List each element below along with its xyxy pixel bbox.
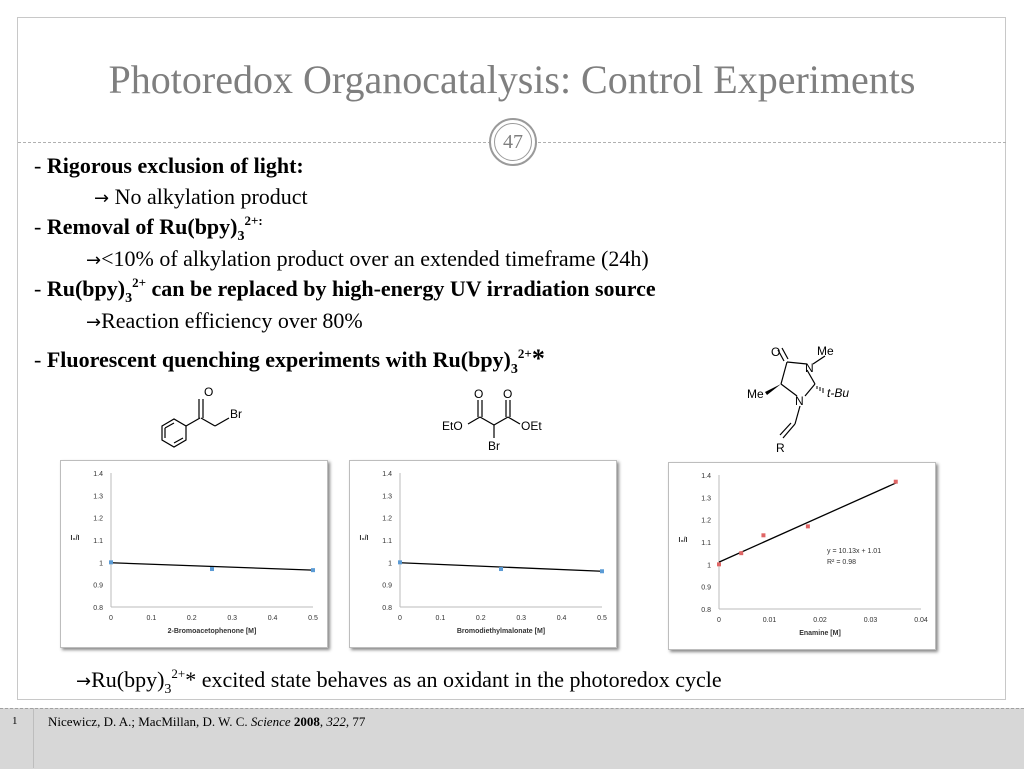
y-tick-label: 1.3: [382, 493, 392, 501]
quenching-chart-enamine: [668, 462, 936, 650]
enamine-structure: [745, 340, 865, 458]
x-tick-label: 0: [109, 615, 113, 622]
x-tick-label: 0.04: [914, 617, 928, 624]
nitrogen-label-top: N: [805, 361, 814, 375]
x-tick-label: 0.2: [186, 615, 197, 622]
y-tick-label: 1.1: [701, 540, 711, 547]
y-tick-label: 1: [707, 562, 711, 570]
y-axis-label: I₀/I: [70, 535, 80, 542]
oxygen-label: O: [204, 385, 214, 399]
footnote-number: 1: [12, 715, 18, 727]
bullet-text: Removal of Ru(bpy): [46, 214, 238, 239]
data-point: [210, 567, 214, 571]
y-tick-label: 0.8: [93, 605, 103, 612]
bromodiethylmalonate-structure: [438, 386, 568, 456]
x-tick-label: 0.1: [435, 615, 446, 622]
subscript: 3: [164, 682, 172, 697]
data-point: [311, 568, 315, 572]
y-tick-label: 1.1: [382, 538, 392, 545]
bromine-label: Br: [488, 439, 500, 453]
subscript: 3: [125, 291, 133, 306]
citation-volume: 322: [326, 714, 346, 729]
result-text: <10% of alkylation product over an extended timeframe (24h): [101, 246, 649, 271]
bullet-removal-ru: [34, 213, 263, 244]
slide-title: Photoredox Organocatalysis: Control Experiments: [108, 57, 916, 102]
bullet-dash: -: [34, 214, 47, 239]
right-arrow-icon: →: [94, 188, 110, 209]
tert-butyl-label: t-Bu: [827, 386, 850, 400]
equation-annotation: R² = 0.98: [827, 559, 856, 566]
data-point: [717, 562, 721, 566]
result-low-alkylation: [86, 246, 649, 272]
x-tick-label: 0.2: [475, 615, 486, 622]
oxygen-label-right: O: [503, 387, 513, 401]
methyl-label-n: Me: [817, 344, 834, 358]
oxygen-label: O: [771, 345, 781, 359]
citation-pages: , 77: [345, 714, 366, 729]
footnote-divider: [33, 708, 34, 768]
bullet-uv-replacement: [34, 275, 656, 306]
citation-year: 2008: [293, 714, 320, 729]
bullet-dash: -: [34, 276, 47, 301]
x-tick-label: 0.3: [516, 615, 527, 622]
y-tick-label: 1: [99, 560, 103, 568]
superscript: 2+: [517, 346, 532, 361]
methyl-label-c: Me: [747, 387, 764, 401]
data-point: [806, 524, 810, 528]
right-arrow-icon: →: [86, 312, 102, 333]
data-point: [109, 560, 113, 564]
bullet-light-exclusion: [34, 153, 304, 179]
x-tick-label: 0: [717, 617, 721, 624]
y-tick-label: 1.3: [701, 495, 711, 503]
citation-authors: Nicewicz, D. A.; MacMillan, D. W. C.: [48, 714, 251, 729]
conclusion-line: [76, 666, 722, 697]
bromoacetophenone-structure: [148, 382, 268, 457]
y-tick-label: 1.2: [701, 517, 711, 525]
data-point: [600, 569, 604, 573]
result-text: No alkylation product: [109, 184, 308, 209]
page-number-badge: [489, 118, 537, 166]
conclusion-text: Ru(bpy): [91, 667, 165, 692]
y-tick-label: 1.3: [93, 493, 103, 501]
data-point: [739, 551, 743, 555]
bullet-text: Ru(bpy): [46, 276, 126, 301]
quenching-chart-bromodiethylmalonate: [349, 460, 617, 648]
bromine-label: Br: [230, 407, 242, 421]
nitrogen-label-bottom: N: [795, 394, 804, 408]
y-axis-label: I₀/I: [678, 537, 688, 544]
result-efficiency: [86, 308, 363, 334]
y-tick-label: 1.2: [93, 515, 103, 523]
result-text: Reaction efficiency over 80%: [101, 308, 363, 333]
right-arrow-icon: →: [86, 250, 102, 271]
superscript: 2+: [132, 275, 146, 290]
bullet-dash: -: [34, 153, 47, 178]
bullet-fluorescent-quenching: [34, 344, 545, 377]
y-axis-label: I₀/I: [359, 535, 369, 542]
x-axis-label: Enamine [M]: [799, 630, 841, 637]
page-number: 47: [494, 123, 532, 161]
subscript: 3: [510, 362, 518, 377]
r-group-label: R: [776, 441, 785, 455]
data-point: [761, 533, 765, 537]
asterisk: *: [531, 344, 545, 373]
subscript: 3: [237, 229, 245, 244]
y-tick-label: 0.9: [382, 582, 392, 590]
bullet-text: Rigorous exclusion of light:: [46, 153, 304, 178]
conclusion-text-continued: * excited state behaves as an oxidant in the photoredox cycle: [185, 667, 722, 692]
quenching-chart-bromoacetophenone: [60, 460, 328, 648]
y-tick-label: 0.8: [701, 607, 711, 614]
x-tick-label: 0.5: [597, 615, 607, 622]
bullet-dash: -: [34, 347, 47, 372]
x-tick-label: 0.01: [762, 617, 777, 624]
y-tick-label: 1.2: [382, 515, 392, 523]
ethoxy-label-right: OEt: [521, 419, 542, 433]
y-tick-label: 0.9: [701, 584, 711, 592]
y-tick-label: 1: [388, 560, 392, 568]
bullet-text-continued: can be replaced by high-energy UV irradiation source: [146, 276, 656, 301]
superscript: 2+: [171, 666, 186, 681]
ethoxy-label-left: EtO: [442, 419, 463, 433]
right-arrow-icon: →: [76, 671, 92, 692]
x-tick-label: 0.4: [267, 615, 278, 622]
data-point: [398, 560, 402, 564]
y-tick-label: 1.4: [382, 471, 392, 478]
x-tick-label: 0.5: [308, 615, 318, 622]
y-tick-label: 1.4: [701, 473, 711, 480]
x-tick-label: 0.02: [813, 617, 827, 624]
equation-annotation: y = 10.13x + 1.01: [827, 548, 882, 555]
bullet-text: Fluorescent quenching experiments with Ru(bpy): [46, 347, 511, 372]
y-tick-label: 1.1: [93, 538, 103, 545]
footnote-citation: Nicewicz, D. A.; MacMillan, D. W. C. Science 2008, 322, 77: [48, 714, 366, 729]
data-point: [894, 480, 898, 484]
oxygen-label-left: O: [474, 387, 484, 401]
x-tick-label: 0.4: [556, 615, 567, 622]
y-tick-label: 1.4: [93, 471, 103, 478]
x-axis-label: 2-Bromoacetophenone [M]: [167, 628, 257, 635]
x-tick-label: 0: [398, 615, 402, 622]
y-tick-label: 0.8: [382, 605, 392, 612]
citation-journal: Science: [250, 714, 291, 729]
x-tick-label: 0.1: [146, 615, 157, 622]
x-axis-label: Bromodiethylmalonate [M]: [456, 628, 546, 635]
superscript: 2+:: [244, 213, 263, 228]
result-no-alkylation: [94, 184, 308, 210]
data-point: [499, 567, 503, 571]
x-tick-label: 0.3: [227, 615, 238, 622]
y-tick-label: 0.9: [93, 582, 103, 590]
x-tick-label: 0.03: [863, 617, 878, 624]
